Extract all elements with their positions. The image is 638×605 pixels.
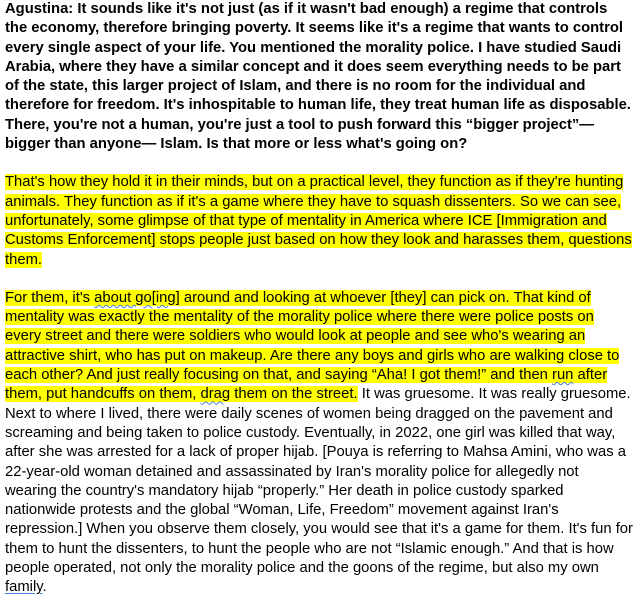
paragraph-spacer: [5, 154, 633, 173]
spellcheck-flag[interactable]: run: [552, 367, 574, 384]
text-run: them on the street.: [230, 386, 358, 403]
answer-paragraph-2: [5, 289, 633, 598]
text-run: .: [42, 579, 47, 596]
interviewer-question: Agustina: It sounds like it's not just (as if it wasn't bad enough) a regime that controls the economy, therefore bringing poverty. It seems like it's a regime that wants to control every single aspect of your life. You mentioned the morality police. I have studied Saudi Arabia, where they have a similar concept and it does seem everything needs to be part of the state, this larger project of Islam, and there is no room for the individual and therefore for freedom. It's inhospitable to human life, they treat human life as disposable. There, you're not a human, you're just a tool to push forward this “bigger project”— bigger than anyone— Islam. Is that more or less what's going on?: [5, 1, 631, 153]
spellcheck-flag[interactable]: about go[ing]: [94, 289, 180, 306]
answer-paragraph-1: [5, 173, 633, 269]
text-run: It was gruesome. It was really gruesome. Next to where I lived, there were daily scenes of women being dragged on the pavement and screaming and being taken to police custody. Eventually, in 2022, one girl was killed that way, after she was arrested for a lack of proper hijab. [Pouya is referring to Mahsa Amini, who was a 22-year-old woman detained and assassinated by Iran's morality police for allegedly not wearing the country's mandatory hijab “properly.” Her death in police custody sparked nationwide protests and the global “Woman, Life, Freedom” movement against Iran's repression.] When you observe them closely, you would see that it's a game for them. It's fun for them to hunt the dissenters, to hunt the people who are not “Islamic enough.” And that is how people operated, not only the morality police and the goons of the regime, but also my own: [5, 386, 633, 577]
text-run: after them, put handcuffs on them,: [5, 367, 608, 403]
spellcheck-flag[interactable]: family: [5, 579, 43, 596]
spellcheck-flag[interactable]: drag: [200, 386, 231, 403]
text-run: For them, it's: [5, 289, 95, 306]
highlighted-answer-1: That's how they hold it in their minds, but on a practical level, they function as if they're hunting animals. They function as if it's a game where they have to squash dissenters. So we can see, unfortunately, some glimpse of that type of mentality in America where ICE [Immigration and Customs Enforcement] stops people just based on how they look and harasses them, questions them.: [5, 174, 632, 268]
paragraph-spacer: [5, 270, 633, 289]
document-body: [5, 0, 633, 598]
text-run: around and looking at whoever [they] can pick on. That kind of mentality was exactly the mentality of the morality police where there were police posts on every street and there were soldiers who would look at people and see who's wearing an attractive shirt, who has put on makeup. Are there any boys and girls who are walking close to each other? And just really focusing on that, and saying “Aha! I got them!” and then: [5, 289, 620, 384]
